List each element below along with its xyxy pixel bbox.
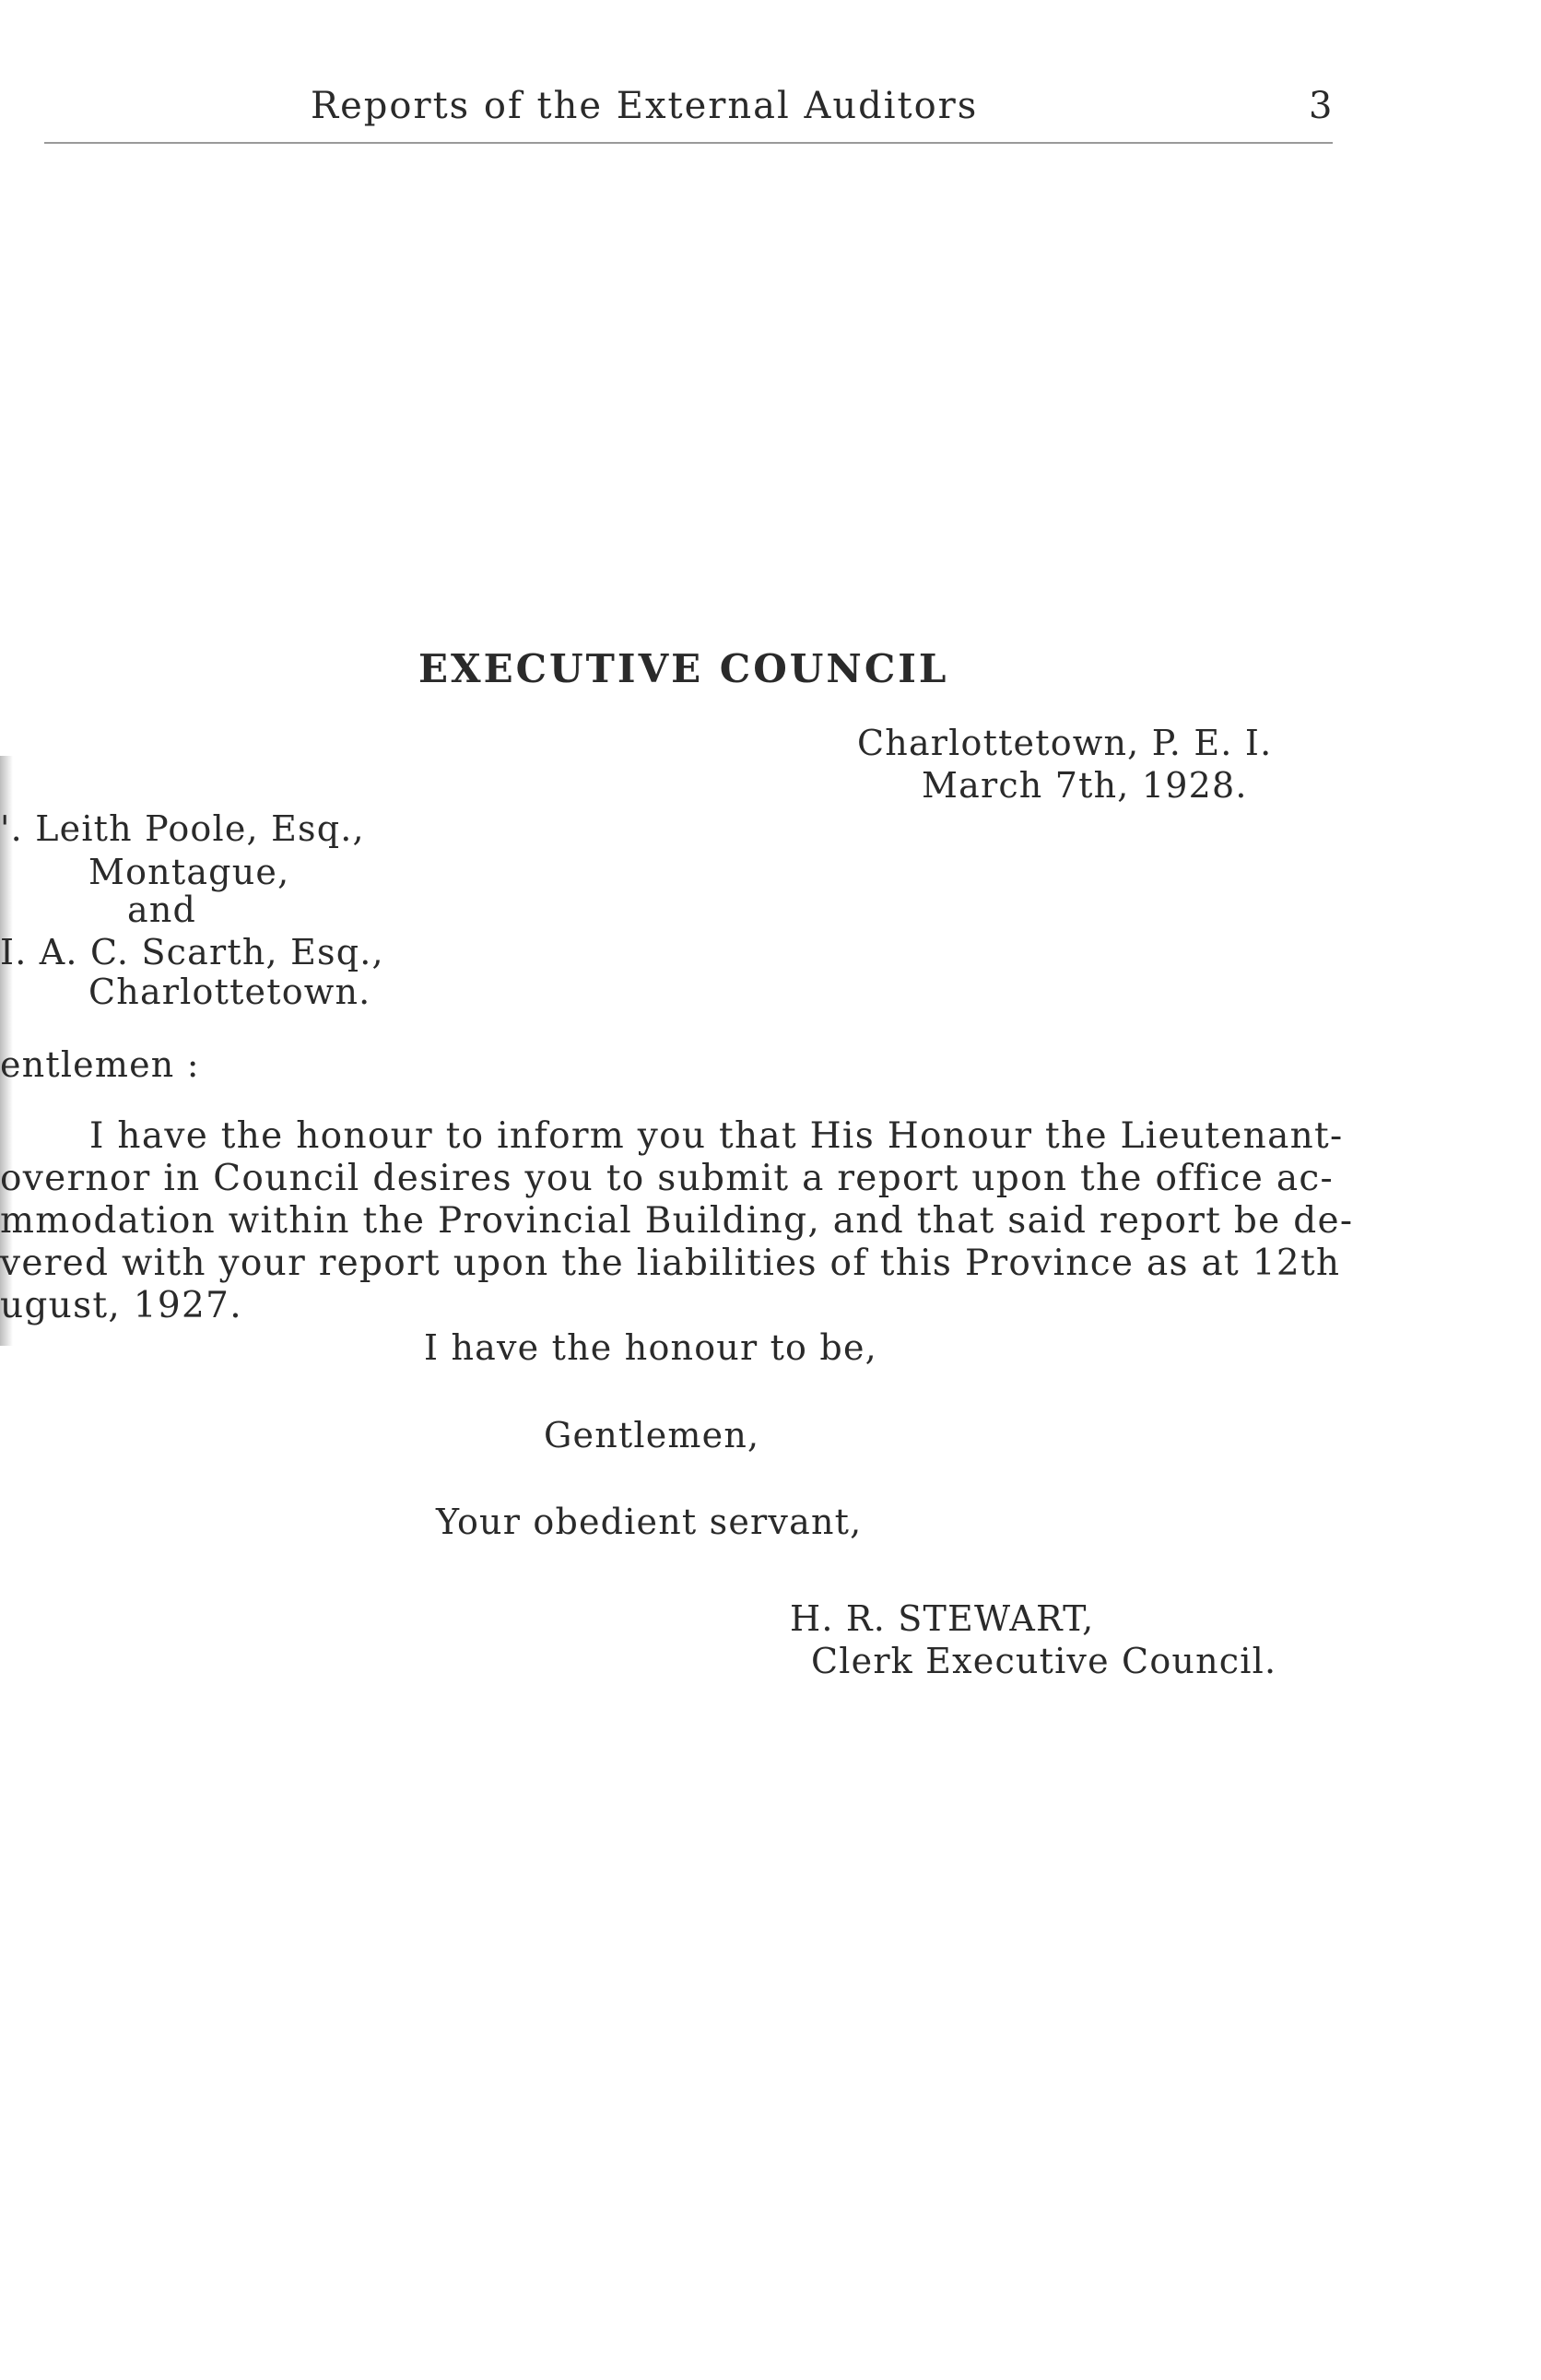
closing-line: I have the honour to be,	[424, 1327, 877, 1368]
body-line: I have the honour to inform you that His Honour the Lieutenant-	[89, 1115, 1344, 1157]
salutation: entlemen :	[0, 1044, 200, 1085]
letter-heading: EXECUTIVE COUNCIL	[418, 646, 949, 691]
header-rule	[44, 142, 1333, 144]
body-line: overnor in Council desires you to submit a report upon the office ac-	[0, 1158, 1334, 1199]
body-line: vered with your report upon the liabilities of this Province as at 12th	[0, 1243, 1341, 1284]
addressee-line: and	[127, 890, 197, 930]
addressee-line: '. Leith Poole, Esq.,	[0, 808, 365, 849]
body-line: mmodation within the Provincial Building, and that said report be de-	[0, 1200, 1354, 1242]
signature-name: H. R. STEWART,	[790, 1598, 1095, 1639]
closing-line: Your obedient servant,	[436, 1502, 863, 1542]
addressee-line: Montague,	[88, 852, 290, 892]
closing-line: Gentlemen,	[544, 1415, 760, 1455]
addressee-line: Charlottetown.	[88, 972, 371, 1012]
signature-title: Clerk Executive Council.	[811, 1641, 1277, 1681]
letter-date: March 7th, 1928.	[922, 765, 1248, 806]
body-line: ugust, 1927.	[0, 1285, 242, 1326]
addressee-line: I. A. C. Scarth, Esq.,	[0, 932, 384, 972]
letter-place: Charlottetown, P. E. I.	[857, 723, 1273, 763]
page-number: 3	[1309, 85, 1334, 127]
running-head: Reports of the External Auditors	[311, 85, 979, 127]
